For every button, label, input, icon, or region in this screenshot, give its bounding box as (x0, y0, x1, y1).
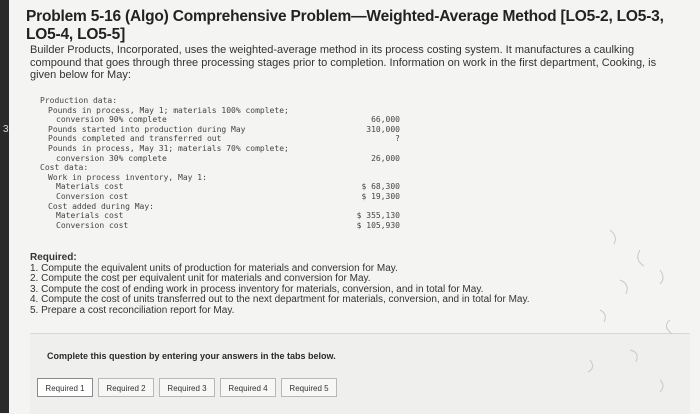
instruction-text: Complete this question by entering your answers in the tabs below. (47, 351, 336, 361)
data-row (40, 154, 400, 164)
data-row (40, 173, 400, 183)
row-label: Materials cost (56, 211, 124, 221)
data-row (40, 96, 400, 106)
row-value: 26,000 (371, 153, 400, 163)
row-label: Conversion cost (56, 220, 129, 230)
required-item: 4. Compute the cost of units transferred out to the next department for materials, conversion, and in total for May. (30, 294, 530, 305)
row-value: $ 105,930 (356, 220, 400, 230)
row-label: Cost added during May: (48, 201, 154, 211)
data-row (40, 211, 400, 221)
data-row (40, 106, 400, 116)
row-value: 66,000 (371, 115, 400, 125)
required-tabs (37, 378, 342, 397)
row-label: Pounds in process, May 31; materials 70% complete; (48, 143, 289, 153)
row-label: Materials cost (56, 182, 124, 192)
row-label: conversion 90% complete (56, 115, 167, 125)
edge-mark: 3 (3, 124, 9, 135)
row-value: $ 68,300 (361, 182, 400, 192)
row-label: Pounds completed and transferred out (48, 134, 222, 144)
required-item: 5. Prepare a cost reconciliation report for May. (30, 304, 235, 316)
pencil-doodles (550, 210, 700, 410)
tab-required-2[interactable]: Required 2 (98, 378, 154, 397)
row-label: Pounds in process, May 1; materials 100% complete; (48, 105, 289, 115)
left-edge-strip (0, 0, 9, 413)
tab-required-3[interactable]: Required 3 (159, 378, 215, 397)
problem-title: Problem 5-16 (Algo) Comprehensive Problem—Weighted-Average Method [LO5-2, LO5-3, LO5-4, LO5-5] (26, 8, 664, 43)
data-row (40, 221, 400, 231)
data-row (40, 202, 400, 212)
row-label: Work in process inventory, May 1: (48, 172, 207, 182)
data-row (40, 115, 400, 125)
row-label: conversion 30% complete (56, 153, 167, 163)
row-label: Production data: (40, 96, 118, 105)
data-row (40, 125, 400, 135)
data-table (40, 96, 400, 230)
row-label: Conversion cost (56, 191, 129, 201)
row-value: $ 19,300 (361, 191, 400, 201)
tab-required-5[interactable]: Required 5 (281, 378, 337, 397)
tab-required-4[interactable]: Required 4 (220, 378, 276, 397)
row-label: Pounds started into production during May (48, 124, 246, 134)
required-heading: Required: (30, 252, 77, 263)
data-row (40, 134, 400, 144)
data-row (40, 144, 400, 154)
data-row (40, 163, 400, 173)
data-row (40, 182, 400, 192)
problem-intro: Builder Products, Incorporated, uses the weighted-average method in its process costing system. It manufactures a caulking compound that goes through three processing stages prior to completion. Information on work in the first department, Cooking, is given below for May: (30, 44, 657, 81)
tab-required-1[interactable]: Required 1 (37, 378, 93, 397)
row-value: $ 355,130 (356, 211, 400, 221)
row-label: Cost data: (40, 163, 89, 173)
required-item: 3. Compute the cost of ending work in process inventory for materials, conversion, and in total for May. (30, 283, 484, 295)
required-item: 2. Compute the cost per equivalent unit for materials and conversion for May. (30, 273, 371, 284)
required-item: 1. Compute the equivalent units of production for materials and conversion for May. (30, 262, 398, 274)
row-value: 310,000 (366, 124, 400, 134)
row-value: ? (395, 134, 400, 144)
data-row (40, 192, 400, 202)
